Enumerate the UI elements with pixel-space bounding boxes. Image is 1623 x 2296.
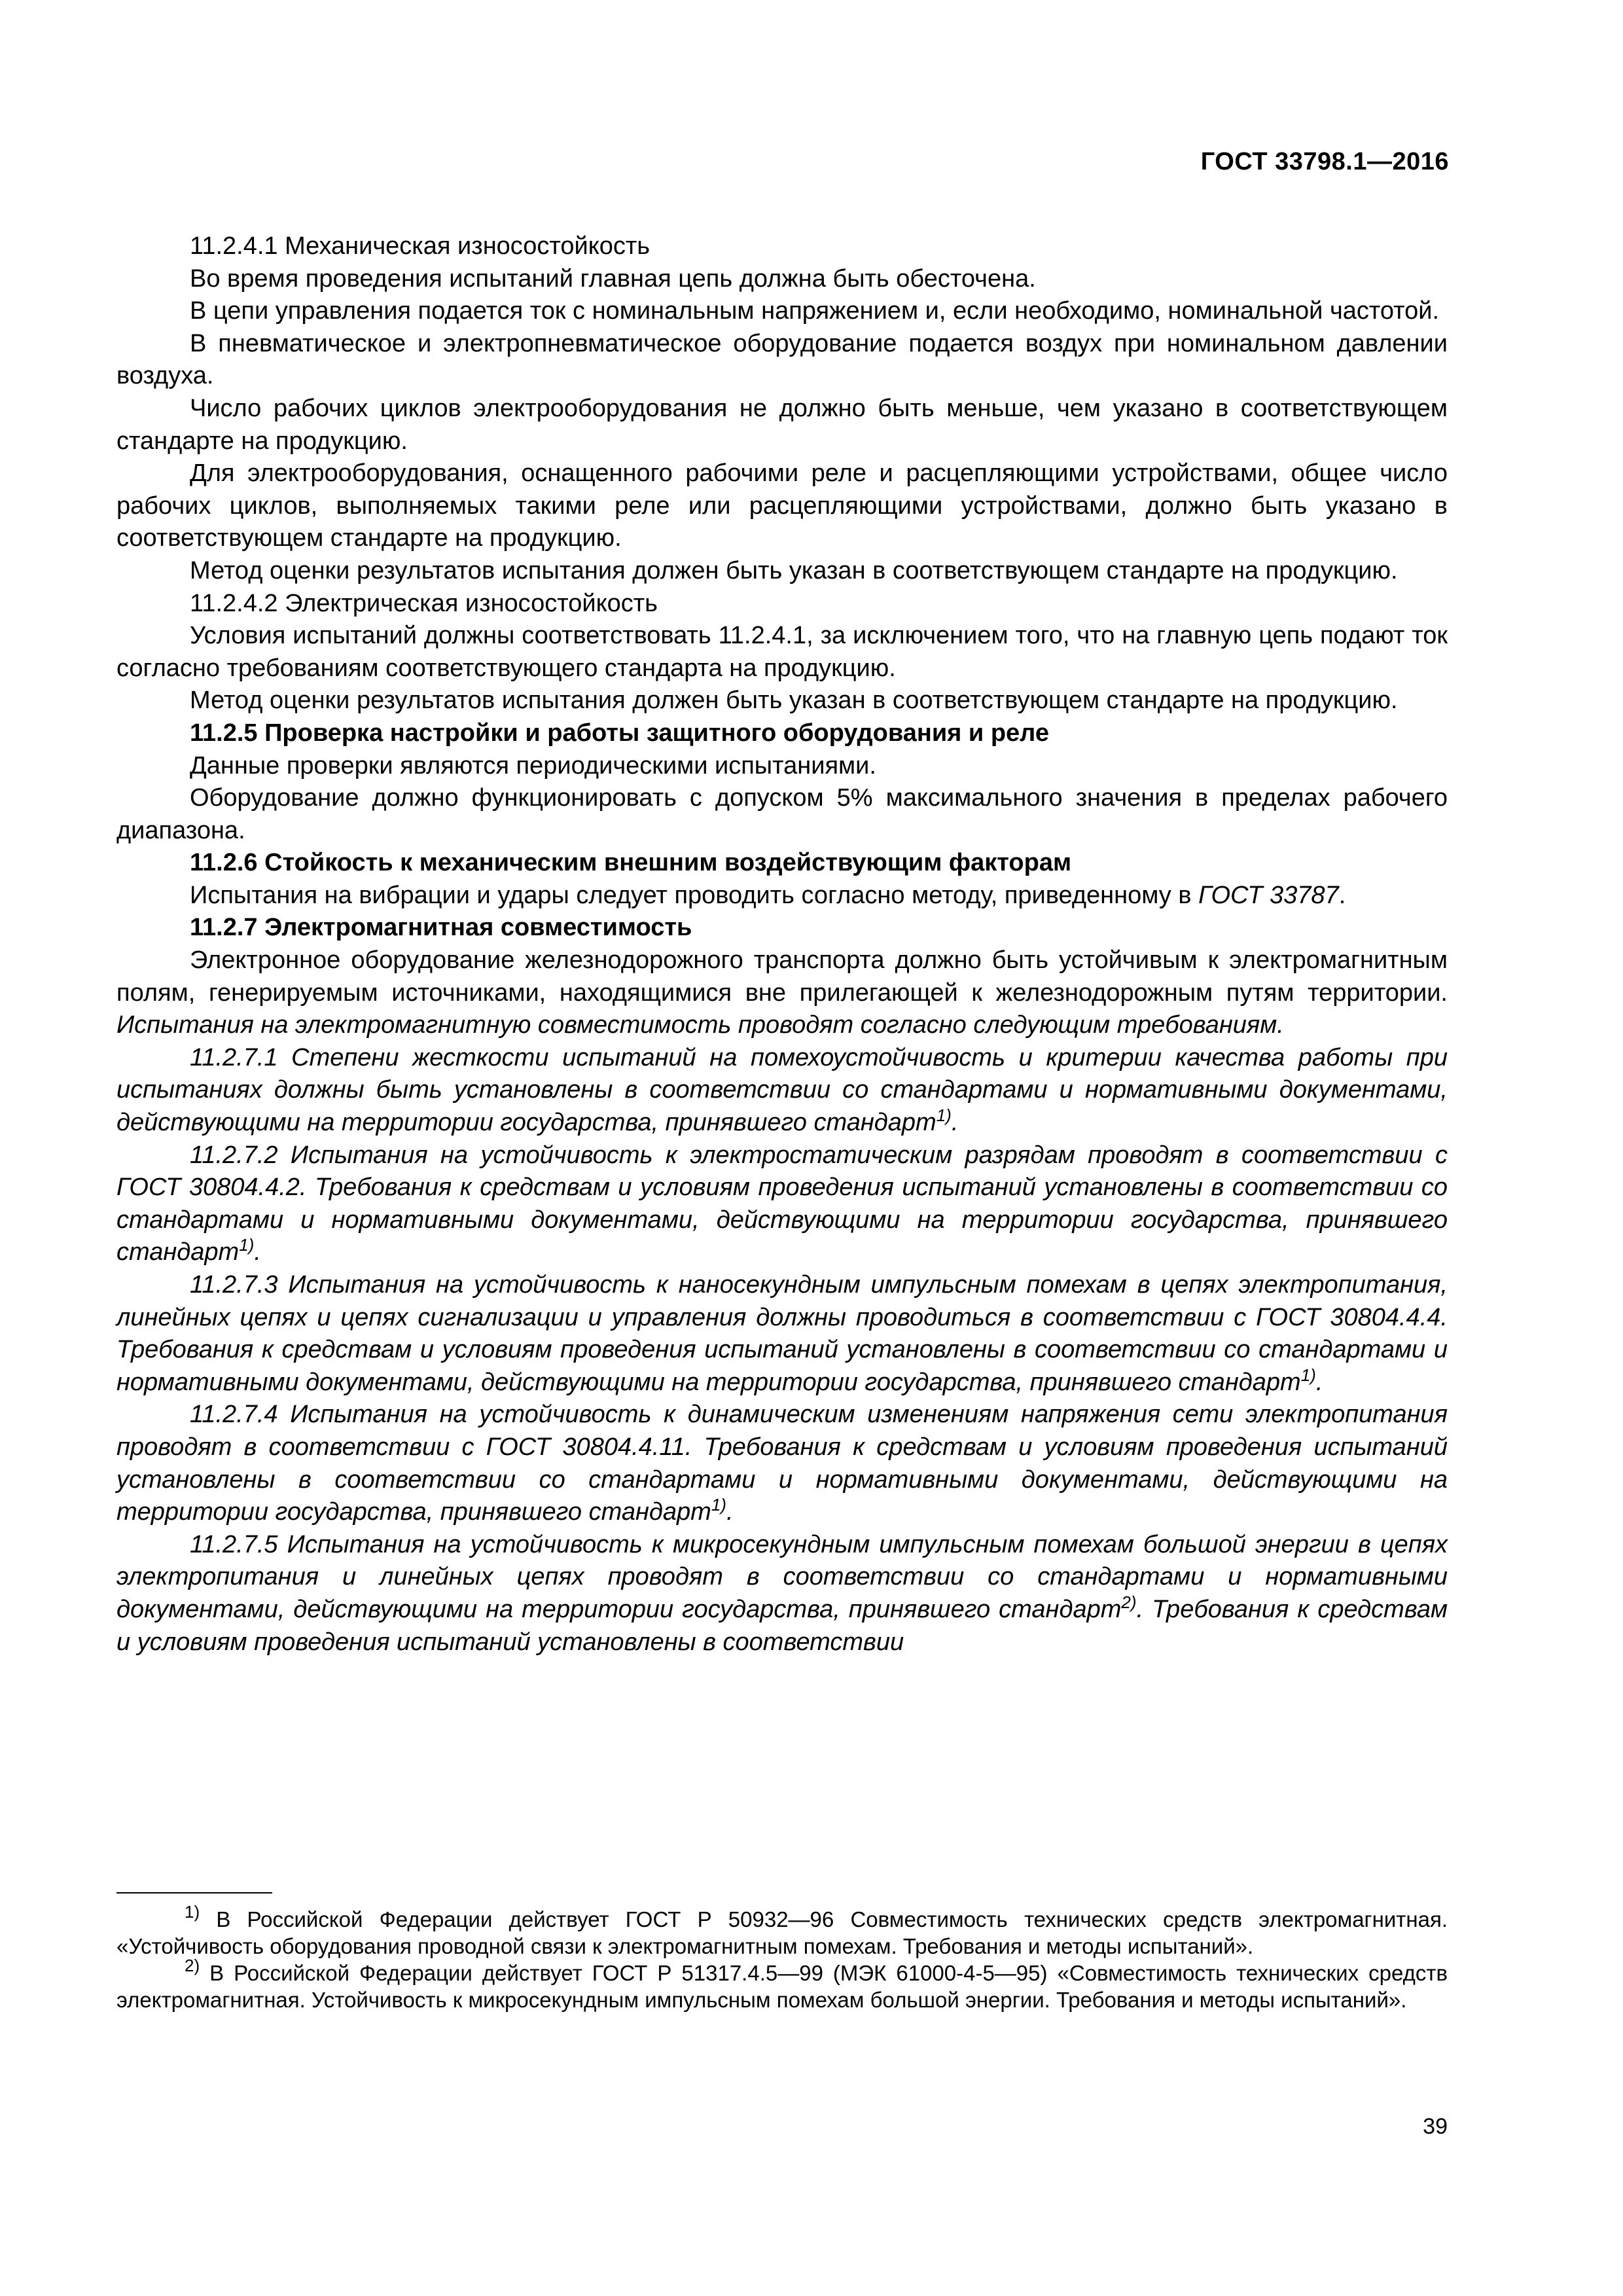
footnote-reference: 1) <box>711 1495 726 1515</box>
text-run: 11.2.7.2 Испытания на устойчивость к электростатическим разрядам проводят в соответствии с ГОСТ 30804.4.2. Требования к средствам и условиям проведения испытаний установлены в соответствии со стандартами и нормативными документами, действующими на территории государства, принявшего стандарт <box>116 1141 1448 1266</box>
text-run: . <box>951 1109 959 1137</box>
footnote-mark: 1) <box>185 1902 200 1922</box>
footnote <box>116 1902 1448 1960</box>
text-run: 11.2.7.3 Испытания на устойчивость к наносекундным импульсным помехам в цепях электропитания, линейных цепях и цепях сигнализации и управления должны проводиться в соответствии с ГОСТ 30804.4.4. Требования к средствам и условиям проведения испытаний установлены в соответствии со стандартами и нормативными документами, действующими на территории государства, принявшего стандарт <box>116 1271 1448 1396</box>
italic-text-run: Испытания на электромагнитную совместимость проводят согласно следующим требованиям. <box>116 1011 1284 1039</box>
paragraph <box>116 1399 1448 1528</box>
text-run: . <box>254 1238 261 1266</box>
footnote <box>116 1956 1448 2013</box>
footnote-text: В Российской Федерации действует ГОСТ Р 51317.4.5—99 (МЭК 61000-4-5—95) «Совместимость технических средств электромагнитная. Устойчивость к микросекундным импульсным помехам большой энергии. Требования и методы испытаний». <box>116 1961 1448 2012</box>
paragraph <box>116 1529 1448 1659</box>
paragraph: Метод оценки результатов испытания должен быть указан в соответствующем стандарте на продукцию. <box>190 687 1398 715</box>
text-run: . <box>1315 1368 1323 1396</box>
text-run: 11.2.7.1 Степени жесткости испытаний на помехоустойчивость и критерии качества работы при испытаниях должны быть установлены в соответствии со стандартами и нормативными документами, действующими на территории государства, принявшего стандарт <box>116 1043 1448 1137</box>
text-run: . <box>726 1498 734 1526</box>
paragraph <box>116 1139 1448 1269</box>
paragraph: 11.2.4.2 Электрическая износостойкость <box>190 589 658 617</box>
text-run: . <box>1338 881 1346 909</box>
standard-reference: ГОСТ 33787 <box>1198 881 1339 909</box>
paragraph: Данные проверки являются периодическими испытаниями. <box>190 751 876 780</box>
paragraph: Во время проведения испытаний главная цепь должна быть обесточена. <box>190 264 1036 293</box>
paragraph: В пневматическое и электропневматическое оборудование подается воздух при номинальном давлении воздуха. <box>116 329 1448 390</box>
text-run: 11.2.7.5 Испытания на устойчивость к микросекундным импульсным помехам большой энергии в цепях электропитания и линейных цепях проводят в соответствии со стандартами и нормативными документами, действующими на территории государства, принявшего стандарт <box>116 1530 1448 1623</box>
paragraph: Оборудование должно функционировать с допуском 5% максимального значения в пределах рабочего диапазона. <box>116 784 1448 844</box>
paragraph <box>116 1269 1448 1399</box>
paragraph: Метод оценки результатов испытания должен быть указан в соответствующем стандарте на продукцию. <box>190 556 1398 584</box>
footnote-reference: 1) <box>936 1105 952 1126</box>
footnote-text: В Российской Федерации действует ГОСТ Р 50932—96 Совместимость технических средств электромагнитная. «Устойчивость оборудования проводной связи к электромагнитным помехам. Требования и методы испытаний». <box>116 1907 1448 1958</box>
paragraph: Условия испытаний должны соответствовать 11.2.4.1, за исключением того, что на главную цепь подают ток согласно требованиям соответствующего стандарта на продукцию. <box>116 622 1448 682</box>
document-body <box>116 230 1448 1659</box>
footnote-reference: 1) <box>239 1235 255 1255</box>
paragraph <box>116 880 1448 912</box>
paragraph: В цепи управления подается ток с номинальным напряжением и, если необходимо, номинальной частотой. <box>190 297 1440 325</box>
text-run: Испытания на вибрации и удары следует проводить согласно методу, приведенному в <box>190 881 1199 909</box>
paragraph <box>116 1042 1448 1139</box>
text-run: Электронное оборудование железнодорожного транспорта должно быть устойчивым к электромагнитным полям, генерируемым источниками, находящимися вне прилегающей к железнодорожным путям территории. <box>116 946 1448 1007</box>
footnote-reference: 1) <box>1300 1365 1316 1385</box>
section-heading: 11.2.6 Стойкость к механическим внешним воздействующим факторам <box>190 849 1072 877</box>
section-heading: 11.2.7 Электромагнитная совместимость <box>190 914 692 942</box>
section-heading: 11.2.5 Проверка настройки и работы защитного оборудования и реле <box>190 719 1049 747</box>
page-number: 39 <box>1423 2114 1448 2139</box>
text-run: 11.2.7.4 Испытания на устойчивость к динамическим изменениям напряжения сети электропитания проводят в соответствии с ГОСТ 30804.4.11. Требования к средствам и условиям проведения испытаний установлены в соответствии со стандартами и нормативными документами, действующими на территории государства, принявшего стандарт <box>116 1401 1448 1526</box>
paragraph: 11.2.4.1 Механическая износостойкость <box>190 232 651 260</box>
footnotes <box>116 1902 1448 2013</box>
footnote-reference: 2) <box>1121 1592 1137 1612</box>
footnote-mark: 2) <box>185 1956 200 1975</box>
paragraph <box>116 944 1448 1042</box>
document-header: ГОСТ 33798.1—2016 <box>1200 148 1449 175</box>
footnote-divider <box>116 1892 272 1893</box>
paragraph: Для электрооборудования, оснащенного рабочими реле и расцепляющими устройствами, общее число рабочих циклов, выполняемых такими реле или расцепляющими устройствами, должно быть указано в соответствующем стандарте на продукцию. <box>116 459 1448 552</box>
text-run: . Требования к средствам и условиям проведения испытаний установлены в соответствии <box>116 1595 1448 1656</box>
paragraph: Число рабочих циклов электрооборудования не должно быть меньше, чем указано в соответствующем стандарте на продукцию. <box>116 394 1448 455</box>
